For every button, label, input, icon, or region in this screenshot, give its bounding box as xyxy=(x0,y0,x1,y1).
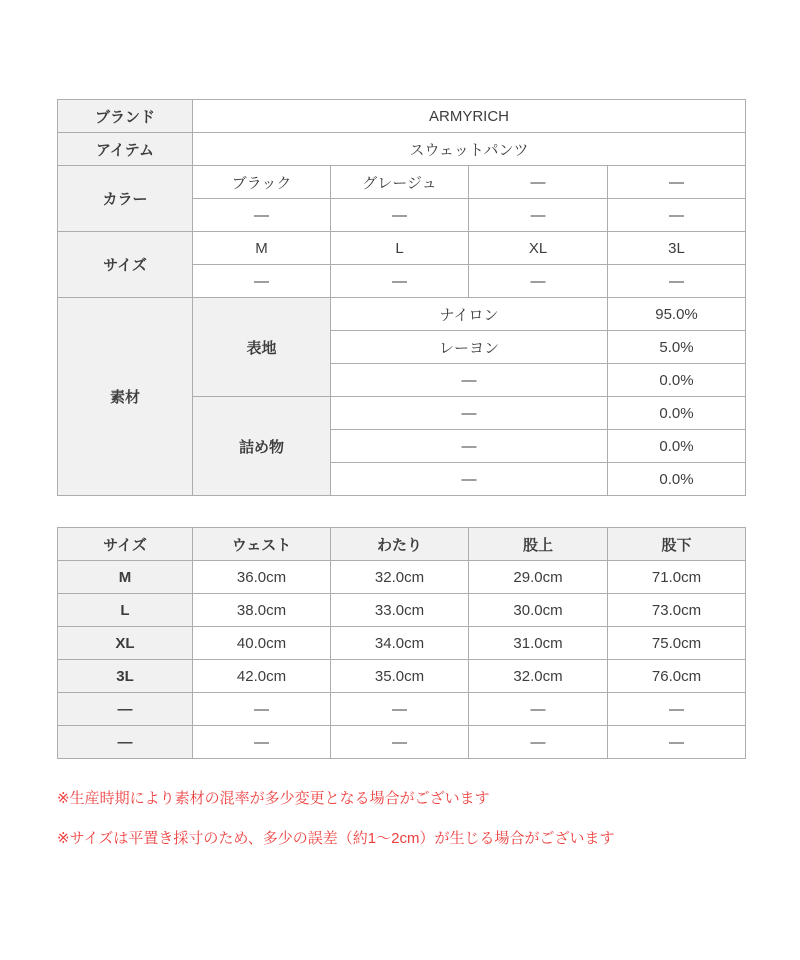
size-chart-row-m xyxy=(58,561,746,594)
color-value: — xyxy=(608,199,746,232)
item-value: スウェットパンツ xyxy=(193,133,746,166)
brand-value: ARMYRICH xyxy=(193,100,746,133)
size-chart-size-label: M xyxy=(58,561,193,594)
spec-row-material-1 xyxy=(58,298,746,331)
material-percent: 0.0% xyxy=(608,463,746,496)
material-percent: 0.0% xyxy=(608,430,746,463)
size-chart-cell: — xyxy=(608,693,746,726)
color-value: — xyxy=(331,199,469,232)
size-label: サイズ xyxy=(58,232,193,298)
brand-label: ブランド xyxy=(58,100,193,133)
size-chart-cell: 76.0cm xyxy=(608,660,746,693)
size-chart-cell: — xyxy=(193,693,331,726)
size-chart-cell: — xyxy=(608,726,746,759)
size-value: L xyxy=(331,232,469,265)
size-value: — xyxy=(469,265,608,298)
size-value: XL xyxy=(469,232,608,265)
size-chart-cell: 71.0cm xyxy=(608,561,746,594)
note-measurement-tolerance: ※サイズは平置き採寸のため、多少の誤差（約1〜2cm）が生じる場合がございます xyxy=(57,830,615,847)
spec-row-size-1 xyxy=(58,232,746,265)
size-chart-cell: 73.0cm xyxy=(608,594,746,627)
note-material-mix: ※生産時期により素材の混率が多少変更となる場合がございます xyxy=(57,790,490,807)
size-chart-cell: 36.0cm xyxy=(193,561,331,594)
size-chart-cell: 42.0cm xyxy=(193,660,331,693)
size-chart-row-empty-1 xyxy=(58,693,746,726)
size-chart-row-3l xyxy=(58,660,746,693)
color-value: — xyxy=(193,199,331,232)
product-spec-table xyxy=(57,99,746,496)
spec-row-color-1 xyxy=(58,166,746,199)
size-chart-cell: 32.0cm xyxy=(331,561,469,594)
color-label: カラー xyxy=(58,166,193,232)
color-value: グレージュ xyxy=(331,166,469,199)
size-value: — xyxy=(608,265,746,298)
size-chart-cell: — xyxy=(469,693,608,726)
size-chart-cell: 31.0cm xyxy=(469,627,608,660)
size-chart-header: ウェスト xyxy=(193,528,331,561)
size-value: — xyxy=(331,265,469,298)
size-value: M xyxy=(193,232,331,265)
color-value: — xyxy=(469,166,608,199)
size-chart-cell: 38.0cm xyxy=(193,594,331,627)
size-chart-cell: 75.0cm xyxy=(608,627,746,660)
spec-section xyxy=(57,99,745,867)
size-chart-cell: 29.0cm xyxy=(469,561,608,594)
material-percent: 5.0% xyxy=(608,331,746,364)
size-chart-header: サイズ xyxy=(58,528,193,561)
size-chart-cell: 30.0cm xyxy=(469,594,608,627)
size-chart-cell: — xyxy=(331,693,469,726)
size-chart-size-label: 3L xyxy=(58,660,193,693)
material-name: — xyxy=(331,397,608,430)
material-name: — xyxy=(331,430,608,463)
material-name: — xyxy=(331,364,608,397)
size-chart-size-label: — xyxy=(58,693,193,726)
size-chart-header: 股下 xyxy=(608,528,746,561)
size-chart-row-empty-2 xyxy=(58,726,746,759)
material-percent: 0.0% xyxy=(608,364,746,397)
size-chart-table xyxy=(57,527,746,759)
material-name: — xyxy=(331,463,608,496)
material-percent: 95.0% xyxy=(608,298,746,331)
size-chart-cell: 40.0cm xyxy=(193,627,331,660)
material-group-label: 表地 xyxy=(193,298,331,397)
size-chart-cell: 35.0cm xyxy=(331,660,469,693)
size-chart-cell: 33.0cm xyxy=(331,594,469,627)
size-chart-cell: 34.0cm xyxy=(331,627,469,660)
size-chart-header: 股上 xyxy=(469,528,608,561)
color-value: ブラック xyxy=(193,166,331,199)
material-name: ナイロン xyxy=(331,298,608,331)
color-value: — xyxy=(469,199,608,232)
color-value: — xyxy=(608,166,746,199)
size-chart-cell: — xyxy=(193,726,331,759)
size-chart-header-row xyxy=(58,528,746,561)
size-chart-size-label: L xyxy=(58,594,193,627)
disclaimer-notes xyxy=(57,787,745,851)
size-value: — xyxy=(193,265,331,298)
size-chart-cell: — xyxy=(331,726,469,759)
size-chart-size-label: XL xyxy=(58,627,193,660)
material-group-label: 詰め物 xyxy=(193,397,331,496)
size-chart-header: わたり xyxy=(331,528,469,561)
spec-row-brand xyxy=(58,100,746,133)
size-chart-cell: 32.0cm xyxy=(469,660,608,693)
size-chart-cell: — xyxy=(469,726,608,759)
material-name: レーヨン xyxy=(331,331,608,364)
material-percent: 0.0% xyxy=(608,397,746,430)
item-label: アイテム xyxy=(58,133,193,166)
size-chart-row-l xyxy=(58,594,746,627)
size-value: 3L xyxy=(608,232,746,265)
size-chart-row-xl xyxy=(58,627,746,660)
spec-row-item xyxy=(58,133,746,166)
material-label: 素材 xyxy=(58,298,193,496)
size-chart-size-label: — xyxy=(58,726,193,759)
